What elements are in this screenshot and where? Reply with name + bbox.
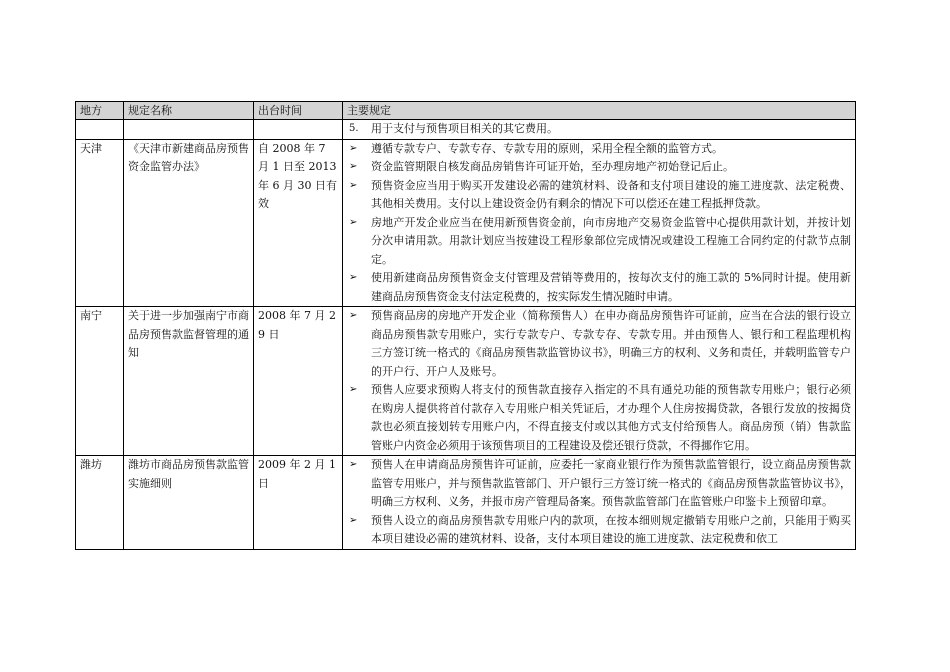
item-text: 用于支付与预售项目相关的其它费用。: [371, 122, 558, 135]
table-row-nanning: [76, 307, 856, 456]
arrow-bullet-icon: ➢: [349, 161, 358, 172]
arrow-bullet-icon: ➢: [349, 142, 358, 154]
table-row-tianjin: [76, 139, 856, 307]
provisions-cell: [343, 456, 856, 550]
list-item: ➢ 预售人应要求预购人将支付的预售款直接存入指定的不具有通兑功能的预售款专用账户；银行必须在购房人提供将首付款存入专用账户相关凭证后，才办理个人住房按揭贷款，各银行发放的按揭贷款也必须直接划转专用账户内，不得直接支付或以其他方式支付给预售人。商品房预（销）售款监管账户内资金必须用于该预售项目的工程建设及偿还银行贷款，不得挪作它用。: [349, 383, 851, 452]
table-row-weifang: [76, 456, 856, 550]
item-number: 5.: [349, 123, 359, 134]
header-regulation-name: 规定名称: [124, 102, 254, 120]
header-issue-date: 出台时间: [254, 102, 343, 120]
header-main-provisions: 主要规定: [343, 102, 856, 120]
header-region: 地方: [76, 102, 124, 120]
list-item: ➢ 预售人在申请商品房预售许可证前，应委托一家商业银行作为预售款监管银行，设立商品房预售款监管专用账户，并与预售款监管部门、开户银行三方签订统一格式的《商品房预售款监管协议书》，明确三方权利、义务，并报市房产管理局备案。预售款监管部门在监管账户印鉴卡上预留印章。: [349, 458, 851, 508]
numbered-item: [347, 120, 851, 139]
list-item: ➢ 资金监管期限自核发商品房销售许可证开始，至办理房地产初始登记后止。: [347, 158, 851, 177]
arrow-bullet-icon: ➢: [349, 272, 358, 283]
regulation-name-cell: 潍坊市商品房预售款监管实施细则: [124, 456, 254, 550]
provisions-cell: [343, 307, 856, 456]
region-cell: 南宁: [76, 307, 124, 456]
list-item: ➢ 遵循专款专户、专款专存、专款专用的原则，采用全程全额的监管方式。: [347, 140, 851, 159]
issue-date-cell: 自 2008 年 7 月 1 日至 2013 年 6 月 30 日有效: [254, 139, 343, 307]
arrow-bullet-icon: ➢: [349, 384, 358, 395]
issue-date-cell: 2009 年 2 月 1 日: [254, 456, 343, 550]
table-header-row: [76, 102, 856, 120]
issue-date-cell: 2008 年 7 月 29 日: [254, 307, 343, 456]
arrow-bullet-icon: ➢: [349, 310, 358, 321]
arrow-bullet-icon: ➢: [349, 216, 358, 228]
regulation-table: [75, 101, 856, 550]
regulation-name-cell: 关于进一步加强南宁市商品房预售款监督管理的通知: [124, 307, 254, 456]
list-item: ➢ 预售人设立的商品房预售款专用账户内的款项，在按本细则规定撤销专用账户之前，只能用于购买本项目建设必需的建筑材料、设备，支付本项目建设的施工进度款、法定税费和依工: [349, 513, 851, 545]
continuation-row: [76, 120, 856, 140]
region-cell: 天津: [76, 139, 124, 307]
arrow-bullet-icon: ➢: [349, 179, 358, 191]
list-item: ➢ 使用新建商品房预售资金支付管理及营销等费用的，按每次支付的施工款的 5%同时计提。使用新建商品房预售资金支付法定税费的，按实际发生情况随时申请。: [349, 271, 851, 303]
arrow-bullet-icon: ➢: [349, 459, 358, 470]
regulation-name-cell: 《天津市新建商品房预售资金监管办法》: [124, 139, 254, 307]
list-item: ➢ 房地产开发企业应当在使用新预售资金前，向市房地产交易资金监管中心提供用款计划，并按计划分次申请用款。用款计划应当按建设工程形象部位完成情况或建设工程施工合同约定的付款节点制定。: [349, 215, 851, 266]
region-cell: 潍坊: [76, 456, 124, 550]
arrow-bullet-icon: ➢: [349, 514, 358, 526]
provisions-cell: [343, 139, 856, 307]
list-item: ➢ 预售资金应当用于购买开发建设必需的建筑材料、设备和支付项目建设的施工进度款、法定税费、其他相关费用。支付以上建设资金仍有剩余的情况下可以偿还在建工程抵押贷款。: [349, 178, 851, 210]
list-item: ➢ 预售商品房的房地产开发企业（简称预售人）在申办商品房预售许可证前，应当在合法的银行设立商品房预售款专用账户，实行专款专户、专款专存、专款专用。并由预售人、银行和工程监理机构三方签订统一格式的《商品房预售款监管协议书》，明确三方的权利、义务和责任，并载明监管专户的开户行、开户人及账号。: [349, 309, 851, 378]
